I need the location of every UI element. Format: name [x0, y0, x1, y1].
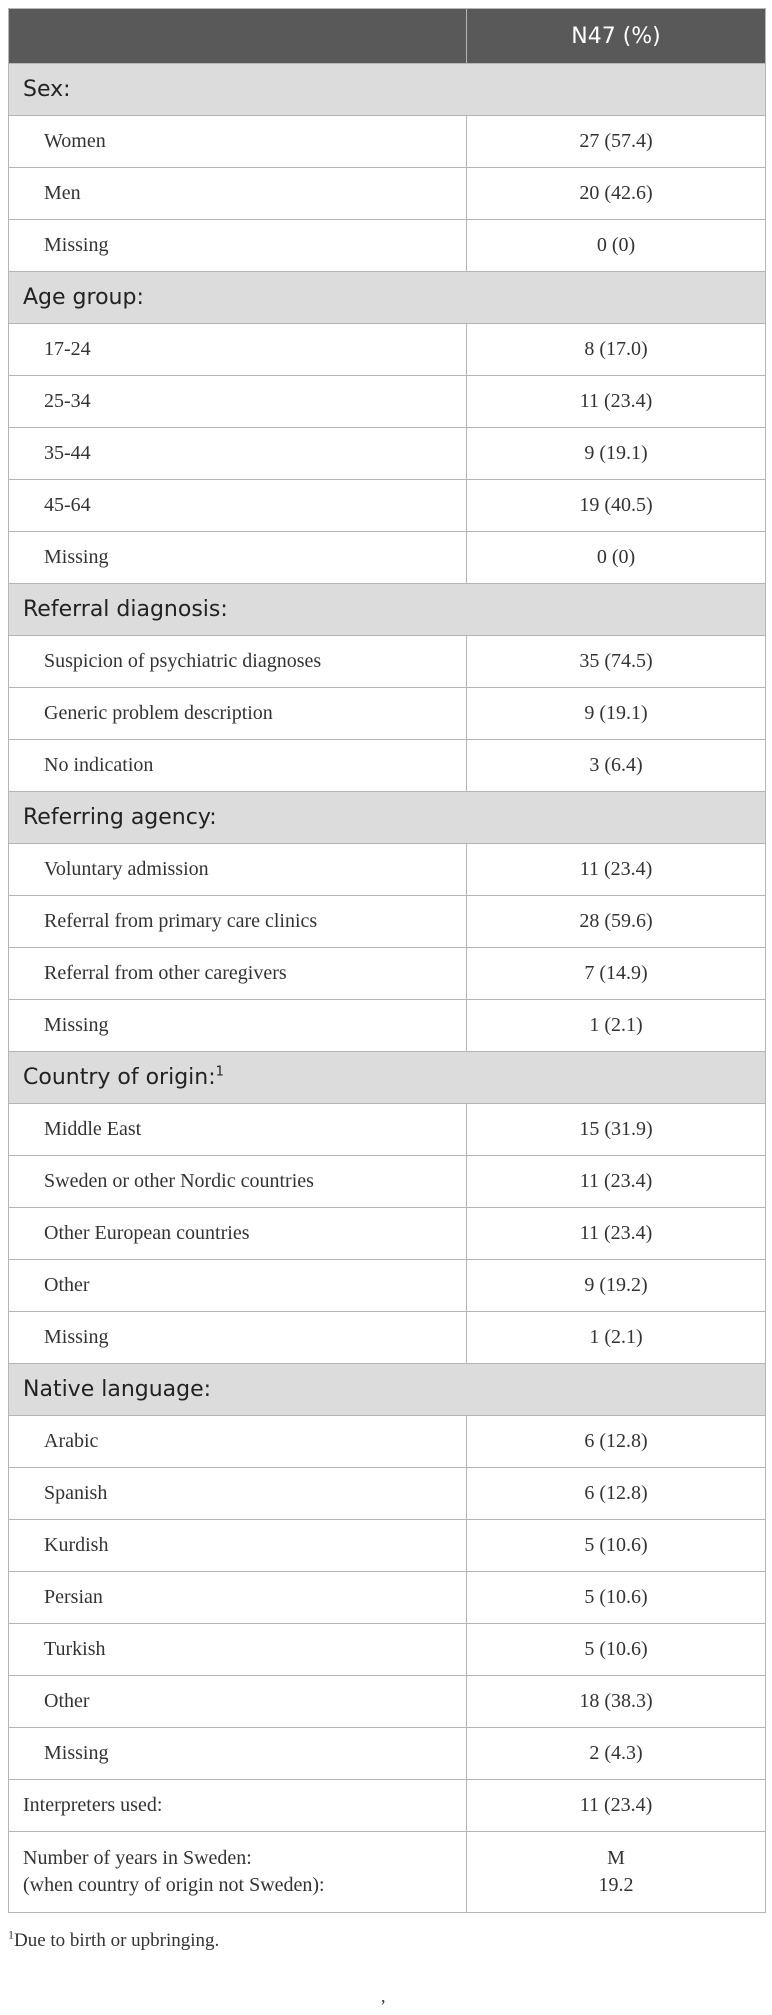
row-value: 28 (59.6) — [467, 896, 766, 948]
row-value: 6 (12.8) — [467, 1416, 766, 1468]
section-title-cell — [9, 792, 766, 844]
row-label: Turkish — [9, 1624, 467, 1676]
table-row — [9, 480, 766, 532]
row-value: 1 (2.1) — [467, 1000, 766, 1052]
table-row — [9, 948, 766, 1000]
table-row — [9, 740, 766, 792]
row-value: 18 (38.3) — [467, 1676, 766, 1728]
footnote — [8, 1927, 220, 1952]
table-row — [9, 1676, 766, 1728]
row-label: Spanish — [9, 1468, 467, 1520]
interpreters-row — [9, 1780, 766, 1832]
table-header-row — [9, 9, 766, 64]
row-value: 9 (19.2) — [467, 1260, 766, 1312]
table-row — [9, 168, 766, 220]
years-in-sweden-value — [467, 1832, 766, 1913]
table-row — [9, 532, 766, 584]
row-value: 5 (10.6) — [467, 1520, 766, 1572]
row-value: 3 (6.4) — [467, 740, 766, 792]
row-label: 35-44 — [9, 428, 467, 480]
row-value: 35 (74.5) — [467, 636, 766, 688]
row-label: Men — [9, 168, 467, 220]
interpreters-value: 11 (23.4) — [467, 1780, 766, 1832]
section-header-row — [9, 1052, 766, 1104]
table-row — [9, 116, 766, 168]
section-header-row — [9, 584, 766, 636]
row-label: Missing — [9, 1000, 467, 1052]
header-label-column — [9, 9, 467, 64]
row-value: 27 (57.4) — [467, 116, 766, 168]
section-title: Age group: — [23, 285, 144, 310]
years-in-sweden-label — [9, 1832, 467, 1913]
row-value: 8 (17.0) — [467, 324, 766, 376]
row-value: 6 (12.8) — [467, 1468, 766, 1520]
row-label: Persian — [9, 1572, 467, 1624]
section-title: Referring agency: — [23, 805, 217, 830]
header-value-column: N47 (%) — [467, 9, 766, 64]
row-label: Missing — [9, 220, 467, 272]
table-row — [9, 1208, 766, 1260]
row-label: 17-24 — [9, 324, 467, 376]
section-title-cell — [9, 272, 766, 324]
years-in-sweden-row — [9, 1832, 766, 1913]
table-row — [9, 1416, 766, 1468]
footnote-reference: 1 — [215, 1064, 224, 1080]
table-row — [9, 688, 766, 740]
section-header-row — [9, 64, 766, 116]
row-value: 5 (10.6) — [467, 1624, 766, 1676]
row-label: 45-64 — [9, 480, 467, 532]
row-label: Missing — [9, 1728, 467, 1780]
footnote-mark: 1 — [8, 1927, 14, 1942]
row-value: 9 (19.1) — [467, 688, 766, 740]
table-row — [9, 324, 766, 376]
table-row — [9, 1156, 766, 1208]
section-title: Sex: — [23, 77, 71, 102]
table-row — [9, 1468, 766, 1520]
table-row — [9, 844, 766, 896]
row-label: Voluntary admission — [9, 844, 467, 896]
section-title-cell — [9, 1052, 766, 1104]
section-header-row — [9, 272, 766, 324]
table-row — [9, 1572, 766, 1624]
row-value: 11 (23.4) — [467, 376, 766, 428]
row-value: 1 (2.1) — [467, 1312, 766, 1364]
years-label-line2: (when country of origin not Sweden): — [23, 1874, 325, 1896]
row-label: Women — [9, 116, 467, 168]
row-label: Other European countries — [9, 1208, 467, 1260]
row-label: Arabic — [9, 1416, 467, 1468]
demographics-table — [8, 8, 766, 1913]
table-row — [9, 896, 766, 948]
row-label: Missing — [9, 532, 467, 584]
row-value: 19 (40.5) — [467, 480, 766, 532]
table-row — [9, 1312, 766, 1364]
row-label: Missing — [9, 1312, 467, 1364]
table-body — [9, 64, 766, 1913]
section-title-cell — [9, 64, 766, 116]
table-row — [9, 1260, 766, 1312]
table-row — [9, 636, 766, 688]
interpreters-label: Interpreters used: — [9, 1780, 467, 1832]
row-label: 25-34 — [9, 376, 467, 428]
table-row — [9, 1728, 766, 1780]
row-value: 9 (19.1) — [467, 428, 766, 480]
row-value: 2 (4.3) — [467, 1728, 766, 1780]
section-title: Country of origin: — [23, 1065, 216, 1090]
section-title: Native language: — [23, 1377, 212, 1402]
section-header-row — [9, 1364, 766, 1416]
years-value-line1: M — [607, 1847, 625, 1869]
row-label: Sweden or other Nordic countries — [9, 1156, 467, 1208]
row-value: 15 (31.9) — [467, 1104, 766, 1156]
table-row — [9, 1104, 766, 1156]
row-value: 11 (23.4) — [467, 1156, 766, 1208]
demographics-table-container — [8, 8, 765, 1913]
years-label-line1: Number of years in Sweden: — [23, 1847, 252, 1869]
row-label: No indication — [9, 740, 467, 792]
table-row — [9, 376, 766, 428]
row-label: Referral from other caregivers — [9, 948, 467, 1000]
section-title-cell — [9, 584, 766, 636]
table-row — [9, 1624, 766, 1676]
row-value: 11 (23.4) — [467, 1208, 766, 1260]
section-title-cell — [9, 1364, 766, 1416]
row-value: 11 (23.4) — [467, 844, 766, 896]
row-value: 0 (0) — [467, 220, 766, 272]
row-label: Generic problem description — [9, 688, 467, 740]
row-value: 5 (10.6) — [467, 1572, 766, 1624]
row-label: Other — [9, 1260, 467, 1312]
section-header-row — [9, 792, 766, 844]
table-row — [9, 220, 766, 272]
footnote-text: Due to birth or upbringing. — [14, 1930, 220, 1951]
trailing-mark: , — [381, 1986, 386, 2006]
table-row — [9, 1000, 766, 1052]
row-value: 0 (0) — [467, 532, 766, 584]
section-title: Referral diagnosis: — [23, 597, 228, 622]
row-label: Referral from primary care clinics — [9, 896, 467, 948]
row-label: Other — [9, 1676, 467, 1728]
row-label: Kurdish — [9, 1520, 467, 1572]
table-row — [9, 1520, 766, 1572]
row-label: Middle East — [9, 1104, 467, 1156]
table-row — [9, 428, 766, 480]
row-label: Suspicion of psychiatric diagnoses — [9, 636, 467, 688]
years-value-line2: 19.2 — [598, 1874, 634, 1896]
row-value: 20 (42.6) — [467, 168, 766, 220]
row-value: 7 (14.9) — [467, 948, 766, 1000]
